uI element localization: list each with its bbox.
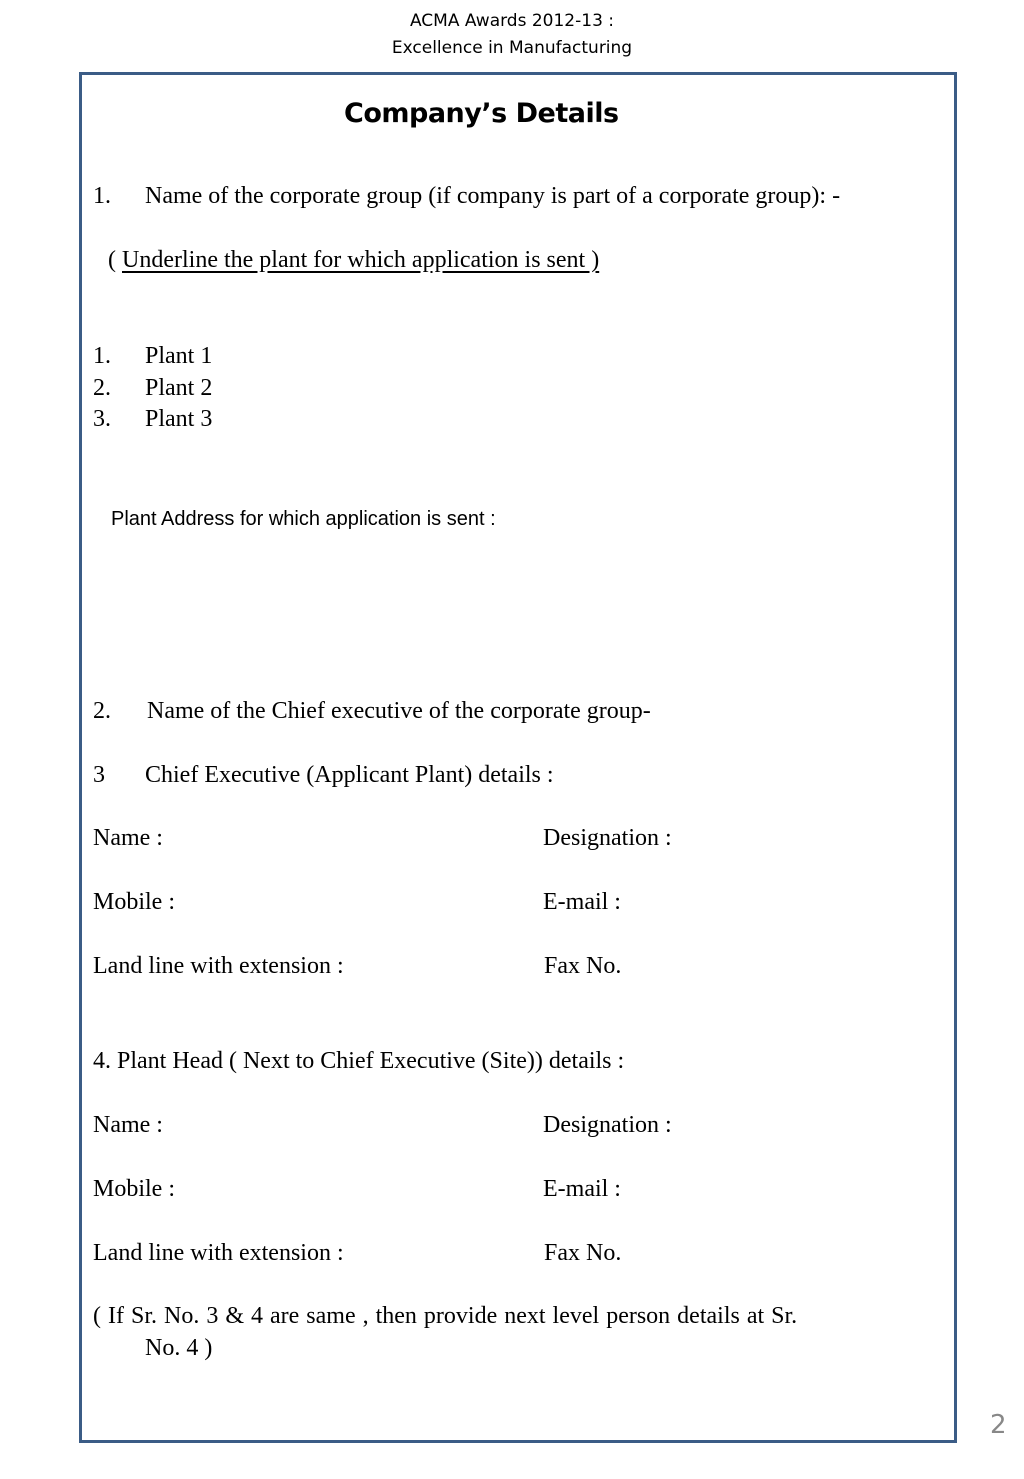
q3-designation-label: Designation :: [543, 825, 672, 851]
underline-note-open: (: [108, 247, 122, 273]
q4-designation-label: Designation :: [543, 1112, 672, 1138]
q3-text: Chief Executive (Applicant Plant) details :: [145, 762, 554, 788]
q2-number: 2.: [93, 698, 111, 724]
plant-1-number: 1.: [93, 343, 111, 369]
q3-email-label: E-mail :: [543, 889, 621, 915]
plant-3-label: Plant 3: [145, 406, 213, 432]
plant-1-label: Plant 1: [145, 343, 213, 369]
plant-2-number: 2.: [93, 375, 111, 401]
q3-name-label: Name :: [93, 825, 163, 851]
plant-address-label: Plant Address for which application is sent :: [111, 508, 496, 530]
q2-text: Name of the Chief executive of the corporate group-: [147, 698, 651, 724]
q3-mobile-label: Mobile :: [93, 889, 175, 915]
q4-text: 4. Plant Head ( Next to Chief Executive (Site)) details :: [93, 1048, 625, 1074]
q4-fax-label: Fax No.: [544, 1240, 622, 1266]
header-line-1: ACMA Awards 2012-13 :: [409, 11, 615, 31]
header-line-2: Excellence in Manufacturing: [391, 38, 633, 58]
q3-landline-label: Land line with extension :: [93, 953, 344, 979]
plant-2-label: Plant 2: [145, 375, 213, 401]
q4-landline-label: Land line with extension :: [93, 1240, 344, 1266]
footnote-line-2: No. 4 ): [145, 1335, 213, 1361]
page-number: 2: [990, 1410, 1007, 1440]
underline-note-text: Underline the plant for which application is sent ): [122, 247, 600, 273]
q3-fax-label: Fax No.: [544, 953, 622, 979]
footnote-line-1: ( If Sr. No. 3 & 4 are same , then provide next level person details at Sr.: [93, 1303, 798, 1329]
q1-number: 1.: [93, 183, 111, 209]
q1-text: Name of the corporate group (if company is part of a corporate group): -: [145, 183, 841, 209]
q4-name-label: Name :: [93, 1112, 163, 1138]
underline-note: [108, 245, 599, 275]
page-title: Company’s Details: [344, 98, 619, 129]
q4-mobile-label: Mobile :: [93, 1176, 175, 1202]
q4-email-label: E-mail :: [543, 1176, 621, 1202]
plant-3-number: 3.: [93, 406, 111, 432]
q3-number: 3: [93, 762, 105, 788]
